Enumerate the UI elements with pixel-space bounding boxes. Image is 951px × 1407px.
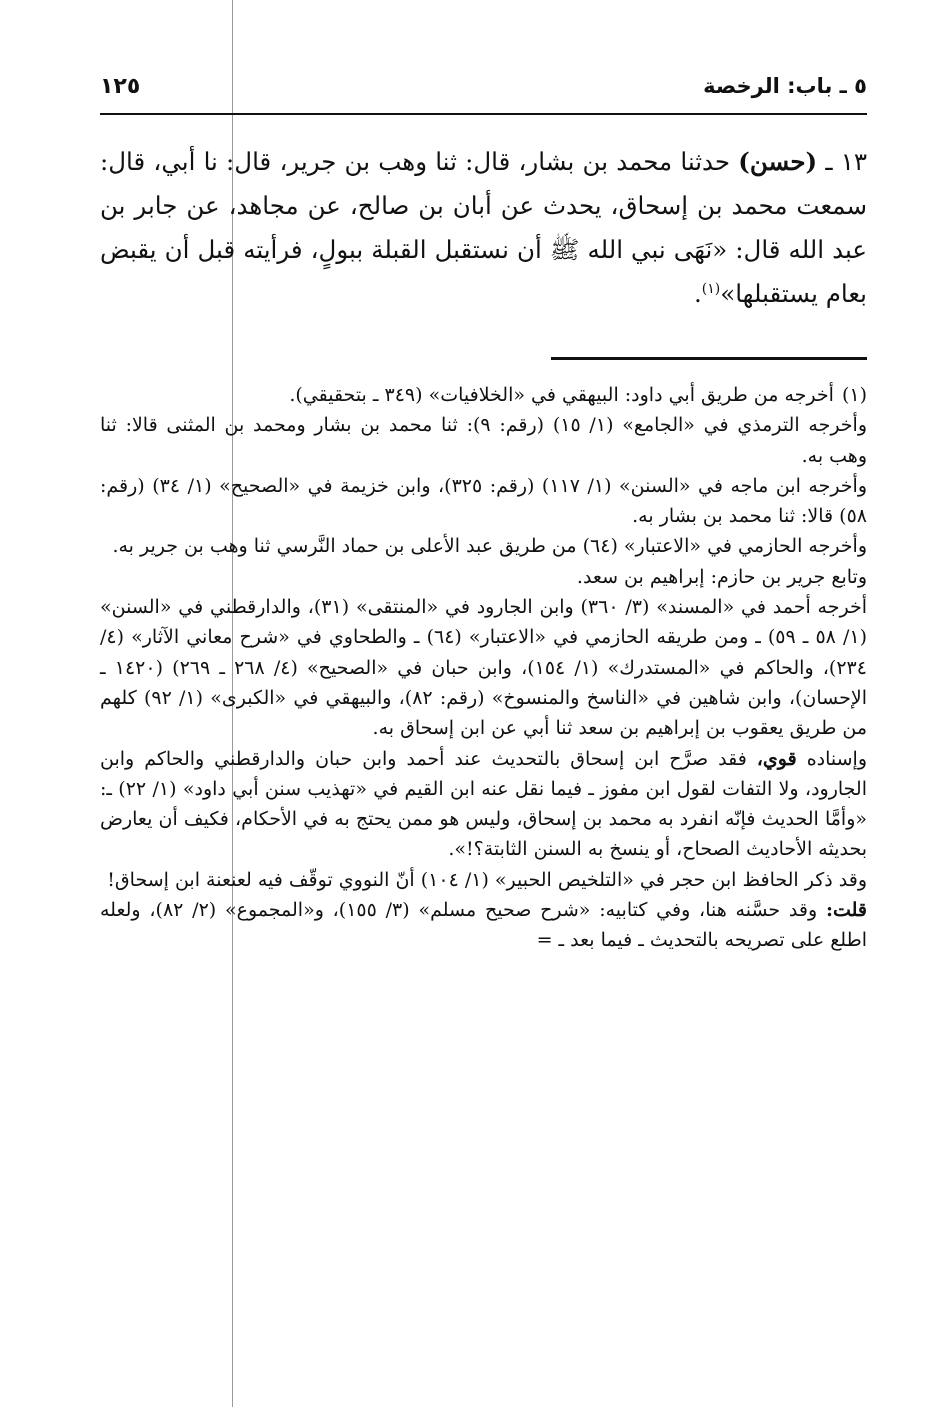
footnotes [100, 380, 867, 956]
footnote-separator [551, 357, 867, 360]
footnote-paragraph: وتابع جرير بن حازم: إبراهيم بن سعد. [576, 565, 867, 588]
hadith-grade: (حسن) [738, 147, 818, 176]
footnote-paragraph: وأخرجه الترمذي في «الجامع» (١/ ١٥) (رقم: ٩): ثنا محمد بن بشار ومحمد بن المثنى قالا: ثنا وهب به. [100, 414, 867, 467]
footnote-paragraph [100, 744, 867, 865]
footnote-paragraph: وأخرجه الحازمي في «الاعتبار» (٦٤) من طريق عبد الأعلى بن حماد النَّرسي ثنا وهب بن جرير به. [112, 535, 867, 558]
hadith-text [100, 140, 867, 316]
hadith-body: حدثنا محمد بن بشار، قال: ثنا وهب بن جرير، قال: نا أبي، قال: سمعت محمد بن إسحاق، يحدث عن أبان بن صالح، عن مجاهد، عن جابر بن عبد الله قال: «نَهَى نبي الله ﷺ أن نستقبل القبلة ببولٍ، فرأيته قبل أن يقبض بعام يستقبلها» [100, 147, 867, 308]
footnote-paragraph [100, 895, 867, 956]
hadith-number: ١٣ ـ [825, 147, 868, 176]
footnote-marker: (١) [841, 384, 867, 406]
footnote-text: وإسناده [806, 747, 868, 770]
page-header [100, 66, 867, 106]
chapter-title: ٥ ـ باب: الرخصة [703, 74, 867, 98]
footnote-1 [100, 380, 867, 410]
footnote-text: وقد حسَّنه هنا، وفي كتابيه: «شرح صحيح مسلم» (٣/ ١٥٥)، و«المجموع» (٢/ ٨٢)، ولعله اطلع على تصريحه بالتحديث ـ فيما بعد ـ = [100, 899, 867, 952]
footnote-paragraph: أخرجه أحمد في «المسند» (٣/ ٣٦٠) وابن الجارود في «المنتقى» (٣١)، والدارقطني في «السنن» (١/ ٥٨ ـ ٥٩) ـ ومن طريقه الحازمي في «الاعتبار» (٦٤) ـ والطحاوي في «شرح معاني الآثار» (٤/ ٢٣٤)، والحاكم في «المستدرك» (١/ ١٥٤)، وابن حبان في «الصحيح» (٤/ ٢٦٨ ـ ٢٦٩) (١٤٢٠ ـ الإحسان)، وابن شاهين في «الناسخ والمنسوخ» (رقم: ٨٢)، والبيهقي في «الكبرى» (١/ ٩٢) كلهم من طريق يعقوب بن إبراهيم بن سعد ثنا أبي عن ابن إسحاق به. [100, 596, 867, 740]
footnote-paragraph: وأخرجه ابن ماجه في «السنن» (١/ ١١٧) (رقم: ٣٢٥)، وابن خزيمة في «الصحيح» (١/ ٣٤) (رقم: ٥٨) قالا: ثنا محمد بن بشار به. [100, 474, 867, 528]
footnote-paragraph: وقد ذكر الحافظ ابن حجر في «التلخيص الحبير» (١/ ١٠٤) أنّ النووي توقّف فيه لعنعنة ابن إسحاق! [107, 868, 867, 891]
footnote-first-line: أخرجه من طريق أبي داود: البيهقي في «الخلافيات» (٣٤٩ ـ بتحقيقي). [289, 384, 834, 406]
footnote-text: فقد صرَّح ابن إسحاق بالتحديث عند أحمد وابن حبان والدارقطني والحاكم وابن الجارود، ولا التفات لقول ابن مفوز ـ فيما نقل عنه ابن القيم في «تهذيب سنن أبي داود» (١/ ٢٢) ـ: «وأمَّا الحديث فإنّه انفرد به محمد بن إسحاق، وليس هو ممن يحتج به في الأحكام، فكيف أن يعارض بحديثه الأحاديث الصحاح، أو ينسخ به السنن الثابتة؟!». [100, 747, 867, 861]
header-rule [100, 113, 867, 115]
page-number: ١٢٥ [100, 73, 141, 99]
author-remark-label: قلت: [825, 899, 867, 922]
footnote-reference: (١) [701, 280, 721, 297]
hadith-end: . [693, 279, 702, 308]
grading-word: قوي، [756, 747, 797, 770]
